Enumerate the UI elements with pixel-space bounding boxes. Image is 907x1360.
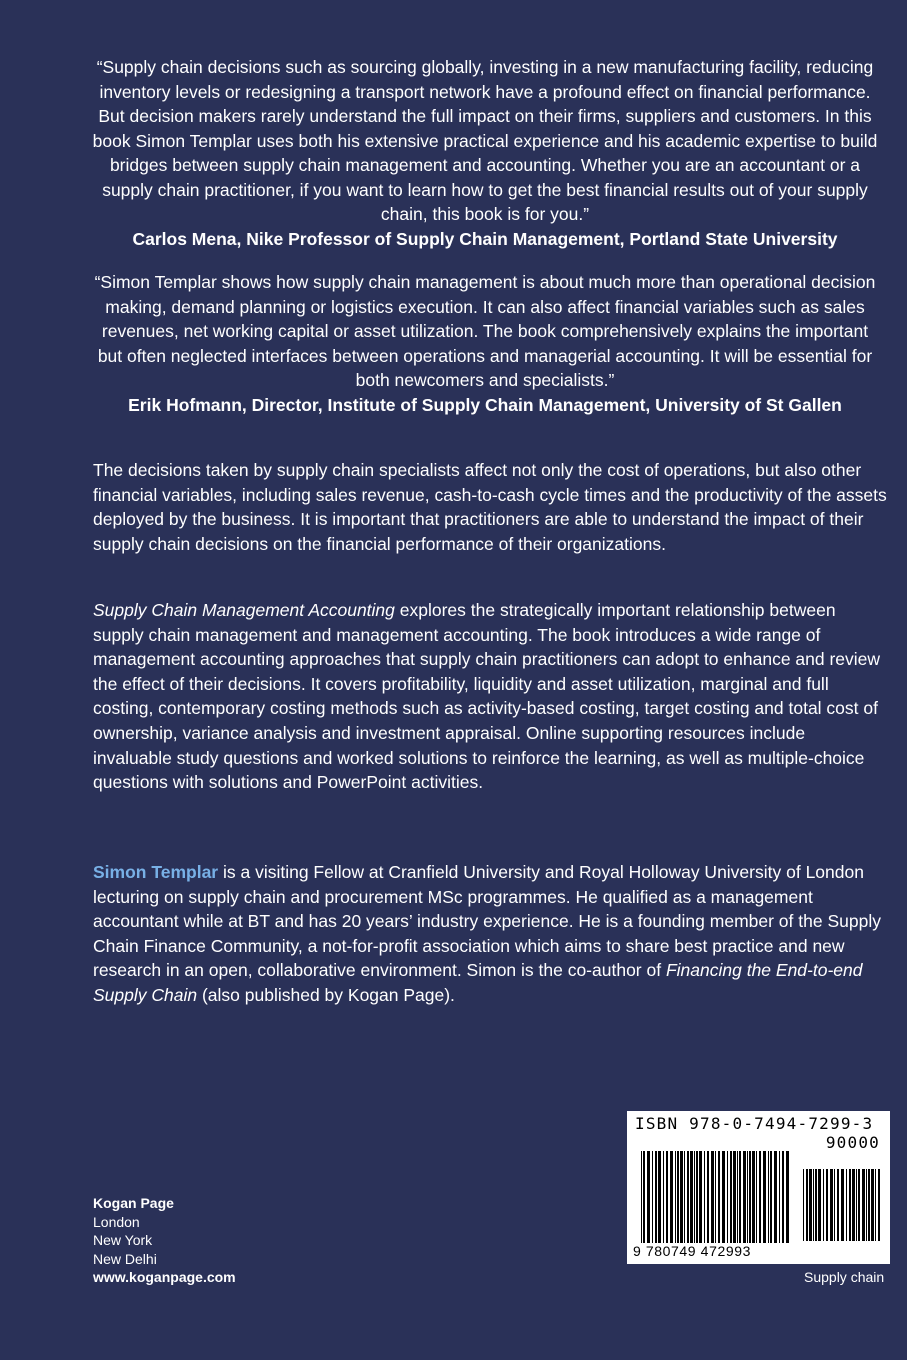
publisher-city: New York [93,1232,153,1249]
description-paragraph-2 [93,598,888,795]
book-title: Supply Chain Management Accounting [93,600,395,620]
other-book-title: Financing the End-to-end Supply Chain [93,960,863,1005]
bio-text: is a visiting Fellow at Cranfield University and Royal Holloway University of London lecturing on supply chain and procurement MSc programmes. He qualified as a management accountant while at BT and has 20 years’ industry experience. He is a founding member of the Supply Chain Finance Community, a not-for-profit association which aims to share best practice and new research in an open, collaborative environment. Simon is the co-author of [93,862,881,981]
description-text: explores the strategically important relationship between supply chain management and management accounting. The book introduces a wide range of management accounting approaches that supply chain practitioners can adopt to enhance and review the effect of their decisions. It covers profitability, liquidity and asset utilization, marginal and full costing, contemporary costing methods such as activity-based costing, target costing and total cost of ownership, variance analysis and investment appraisal. Online supporting resources include invaluable study questions and worked solutions to reinforce the learning, as well as multiple-choice questions with solutions and PowerPoint activities. [93,600,881,793]
quote-text: “Supply chain decisions such as sourcing globally, investing in a new manufacturing facility, reducing inventory levels or redesigning a transport network have a profound effect on financial performance. But decision makers rarely understand the full impact on their firms, suppliers and customers. In this book Simon Templar uses both his extensive practical experience and his academic expertise to build bridges between supply chain management and accounting. Whether you are an accountant or a supply chain practitioner, if you want to learn how to get the best financial results out of your supply chain, this book is for you.” [92,57,878,224]
description-paragraph-1: The decisions taken by supply chain specialists affect not only the cost of operations, but also other financial variables, including sales revenue, cash-to-cash cycle times and the productivity of the assets deployed by the business. It is important that practitioners are able to understand the impact of their supply chain decisions on the financial performance of their organizations. [93,460,887,554]
quote-attribution: Erik Hofmann, Director, Institute of Supply Chain Management, University of St Gallen [128,394,842,415]
ean-barcode-bars [641,1151,791,1247]
price-code: 90000 [825,1133,880,1152]
publisher-name: Kogan Page [93,1195,174,1211]
publisher-block [93,1194,236,1287]
quote-attribution: Carlos Mena, Nike Professor of Supply Chain Management, Portland State University [132,228,838,249]
quote-text: “Simon Templar shows how supply chain management is about much more than operational decision making, demand planning or logistics execution. It can also affect financial variables such as sales revenues, net working capital or asset utilization. The book comprehensively explains the important but often neglected interfaces between operations and managerial accounting. It will be essential for both newcomers and specialists.” [94,272,876,390]
isbn-label: ISBN 978-0-7494-7299-3 [635,1114,874,1133]
category-label: Supply chain [804,1269,885,1285]
addon-barcode-bars [803,1169,881,1241]
author-name: Simon Templar [93,862,219,882]
endorsement-quote-2 [90,270,880,417]
publisher-website: www.koganpage.com [93,1269,236,1286]
publisher-city: New Delhi [93,1250,157,1267]
endorsement-quote-1 [90,55,880,251]
bio-text-end: (also published by Kogan Page). [197,984,455,1005]
publisher-city: London [93,1213,140,1230]
barcode [627,1111,890,1264]
barcode-digits: 9 780749 472993 [633,1243,751,1259]
author-bio [93,860,888,1008]
